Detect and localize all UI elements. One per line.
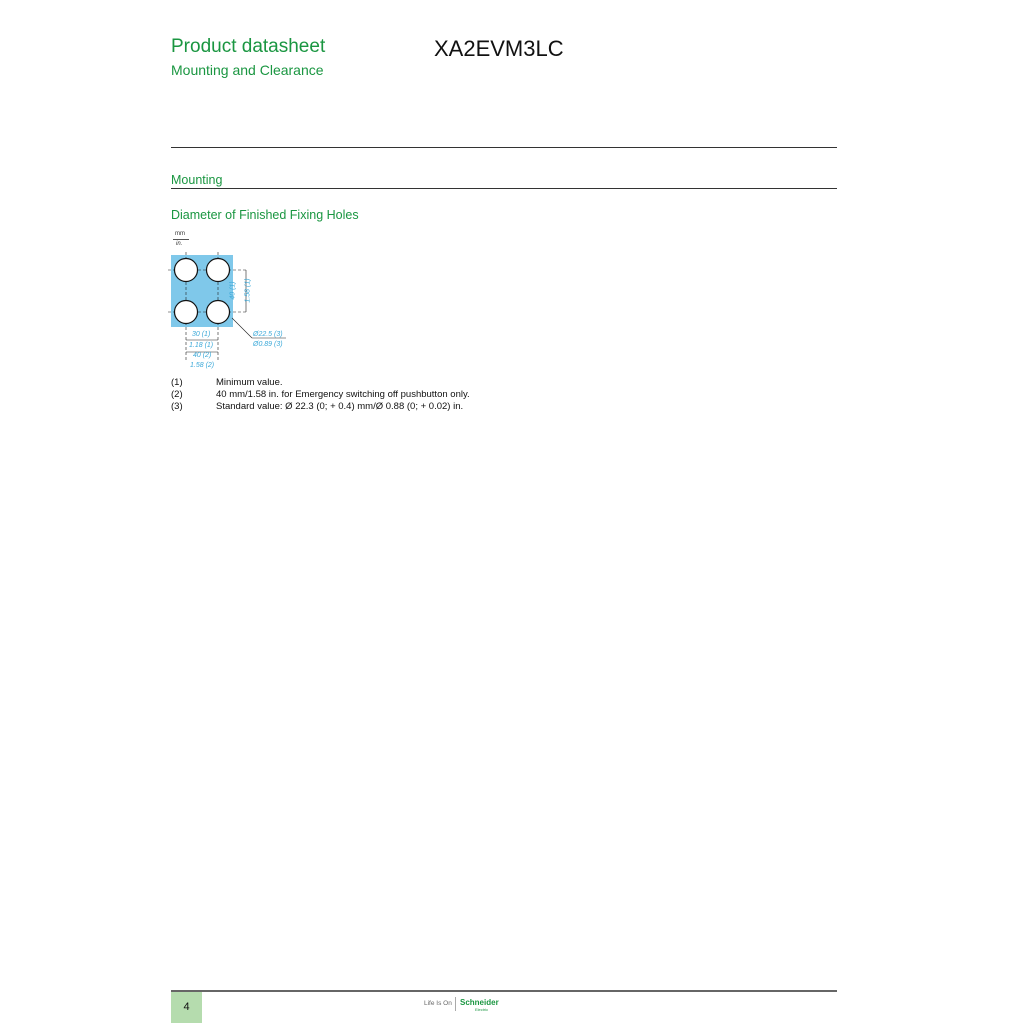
logo-separator <box>455 997 456 1011</box>
footnote-text: 40 mm/1.58 in. for Emergency switching off pushbutton only. <box>216 389 470 400</box>
section-subtitle: Diameter of Finished Fixing Holes <box>171 208 359 222</box>
dim-h2-in: 1.58 (2) <box>190 362 215 369</box>
holes-drawing <box>0 0 300 380</box>
dim-vertical-in: 1.58 (1) <box>244 278 252 303</box>
footer-divider <box>171 990 837 992</box>
footnote-text: Minimum value. <box>216 377 283 388</box>
dim-diameter-in: Ø0.89 (3) <box>253 341 283 348</box>
dim-h2-mm: 40 (2) <box>193 352 212 359</box>
section-title: Mounting <box>171 173 223 187</box>
schneider-logo-sub: Electric <box>475 1007 489 1012</box>
page-number: 4 <box>171 992 202 1023</box>
dim-vertical-mm: 40 (1) <box>229 281 237 300</box>
footnote-text: Standard value: Ø 22.3 (0; + 0.4) mm/Ø 0.88 (0; + 0.02) in. <box>216 401 464 412</box>
unit-mm: mm <box>175 231 185 237</box>
tagline: Life Is On <box>424 1000 452 1007</box>
dim-diameter-mm: Ø22.5 (3) <box>253 331 283 338</box>
schneider-logo: Schneider <box>460 998 499 1007</box>
doc-title: Product datasheet <box>171 36 326 57</box>
footnote-num: (1) <box>171 377 183 388</box>
dim-h1-mm: 30 (1) <box>192 331 211 338</box>
doc-subtitle: Mounting and Clearance <box>171 62 324 78</box>
dim-h1-in: 1.18 (1) <box>189 342 214 349</box>
footnote-num: (2) <box>171 389 183 400</box>
unit-in: in. <box>176 241 183 247</box>
product-reference: XA2EVM3LC <box>434 36 564 61</box>
footnote-num: (3) <box>171 401 183 412</box>
